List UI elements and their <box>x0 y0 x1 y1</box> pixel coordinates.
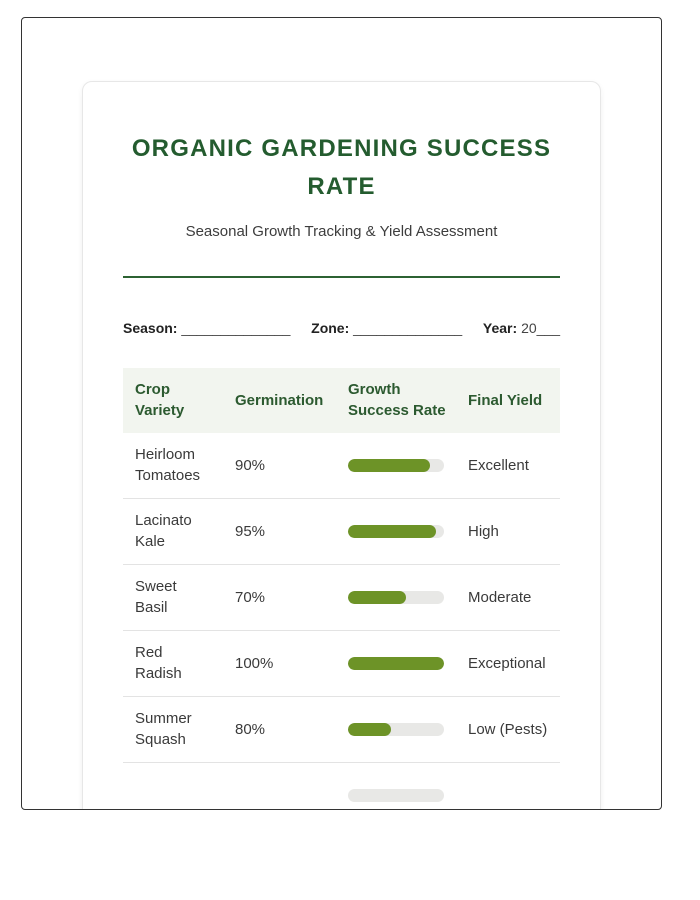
year-field <box>483 320 560 336</box>
crop-name-cell: Summer Squash <box>135 710 192 749</box>
final-yield-cell: Moderate <box>468 588 532 606</box>
page-title: ORGANIC GARDENING SUCCESS RATE <box>131 135 552 201</box>
crops-table <box>123 368 560 810</box>
table-body <box>123 433 560 810</box>
final-yield-cell: Exceptional <box>468 654 546 672</box>
final-yield-cell: Excellent <box>468 456 529 474</box>
final-yield-cell: High <box>468 522 499 540</box>
season-blank-line: ______________ <box>181 319 291 336</box>
growth-bar-cell <box>348 591 468 604</box>
table-row <box>123 565 560 631</box>
germination-value-cell: 70% <box>235 588 266 606</box>
header-final-yield: Final Yield <box>468 391 543 409</box>
page-subtitle: Seasonal Growth Tracking & Yield Assessment <box>185 222 498 240</box>
table-header-row <box>123 368 560 433</box>
table-row <box>123 499 560 565</box>
fields-row <box>123 320 560 336</box>
growth-bar-track <box>348 789 444 802</box>
germination-value-cell: 100% <box>235 654 274 672</box>
zone-field <box>311 320 462 336</box>
growth-bar-cell <box>348 789 468 802</box>
page-frame <box>21 17 662 810</box>
zone-blank-line: ______________ <box>353 319 463 336</box>
growth-bar-track <box>348 525 444 538</box>
header-growth-success-rate: Growth Success Rate <box>348 381 446 420</box>
growth-bar-track <box>348 459 444 472</box>
header-crop-variety: Crop Variety <box>135 381 185 420</box>
growth-bar-track <box>348 657 444 670</box>
year-label: Year: <box>482 319 518 336</box>
growth-bar-fill <box>348 657 444 670</box>
crop-name-cell: Red Radish <box>135 644 182 683</box>
year-blank-line: 20___ <box>521 319 560 336</box>
germination-value-cell: 95% <box>235 522 266 540</box>
growth-bar-cell <box>348 459 468 472</box>
growth-bar-fill <box>348 723 391 736</box>
germination-value-cell: 90% <box>235 456 266 474</box>
crop-name-cell: Lacinato Kale <box>135 512 192 551</box>
season-field <box>123 320 290 336</box>
growth-bar-track <box>348 723 444 736</box>
growth-bar-fill <box>348 459 430 472</box>
germination-value-cell: 80% <box>235 720 266 738</box>
crop-name-cell: Heirloom Tomatoes <box>135 446 201 485</box>
table-row <box>123 763 560 810</box>
final-yield-cell: Low (Pests) <box>468 720 548 738</box>
title-divider <box>123 276 560 278</box>
header-germination: Germination <box>235 391 324 409</box>
table-row <box>123 697 560 763</box>
growth-bar-cell <box>348 723 468 736</box>
table-row <box>123 631 560 697</box>
crop-name-cell: Sweet Basil <box>135 578 177 617</box>
growth-bar-cell <box>348 657 468 670</box>
growth-bar-fill <box>348 525 436 538</box>
worksheet-card <box>82 81 601 810</box>
zone-label: Zone: <box>311 319 350 336</box>
growth-bar-cell <box>348 525 468 538</box>
table-row <box>123 433 560 499</box>
season-label: Season: <box>123 319 178 336</box>
growth-bar-track <box>348 591 444 604</box>
growth-bar-fill <box>348 591 406 604</box>
